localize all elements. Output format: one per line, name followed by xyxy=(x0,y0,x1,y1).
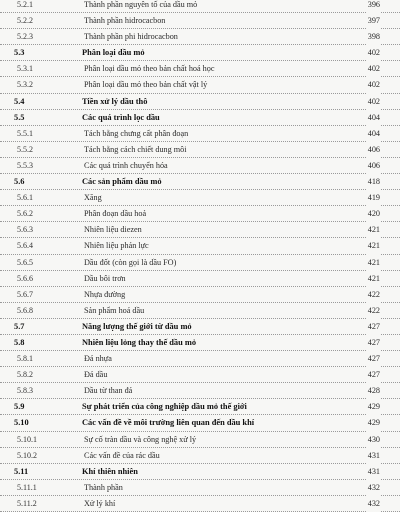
toc-entry xyxy=(0,496,400,512)
toc-entry-number: 5.2.3 xyxy=(17,32,33,42)
toc-entry-number: 5.2.1 xyxy=(17,0,33,9)
toc-entry-title: Sự cố tràn dầu và công nghệ xử lý xyxy=(84,434,197,444)
toc-entry-page-number: 406 xyxy=(367,158,380,174)
toc-entry-title: Tiền xử lý dầu thô xyxy=(82,96,148,106)
toc-entry-title: Các vấn đề của rác dầu xyxy=(84,450,160,460)
toc-entry xyxy=(0,238,400,254)
toc-entry-number: 5.5.3 xyxy=(17,160,33,170)
toc-entry-page-number: 422 xyxy=(367,303,380,319)
toc-entry-number: 5.8.2 xyxy=(17,370,33,380)
toc-entry-number: 5.6.3 xyxy=(17,225,33,235)
toc-entry-title: Nhiên liệu phản lực xyxy=(84,241,149,251)
toc-entry-page-number: 427 xyxy=(367,335,380,351)
toc-entry-number: 5.3.1 xyxy=(17,64,33,74)
toc-entry-number: 5.6.2 xyxy=(17,209,33,219)
toc-entry-title: Thành phần xyxy=(84,482,123,492)
toc-entry-page-number: 427 xyxy=(367,367,380,383)
toc-entry-page-number: 404 xyxy=(367,110,380,126)
toc-entry-number: 5.5 xyxy=(14,112,25,122)
toc-entry xyxy=(0,464,400,480)
toc-entry-title: Thành phần phi hidrocacbon xyxy=(84,32,178,42)
toc-entry-title: Dầu đốt (còn gọi là dầu FO) xyxy=(84,257,177,267)
toc-entry-number: 5.11.2 xyxy=(17,498,37,508)
toc-entry-page-number: 431 xyxy=(367,448,380,464)
toc-entry xyxy=(0,0,400,13)
toc-entry xyxy=(0,94,400,110)
toc-entry-title: Thành phần hidrocacbon xyxy=(84,16,166,26)
toc-entry-title: Nhiên liệu diezen xyxy=(84,225,142,235)
toc-entry-page-number: 427 xyxy=(367,351,380,367)
toc-entry-page-number: 421 xyxy=(367,271,380,287)
toc-entry-number: 5.11.1 xyxy=(17,482,37,492)
toc-entry-title: Nhiên liệu lỏng thay thế dầu mỏ xyxy=(82,337,197,347)
toc-entry-page-number: 406 xyxy=(367,142,380,158)
toc-entry-title: Phân đoạn dầu hoả xyxy=(84,209,147,219)
toc-entry xyxy=(0,432,400,448)
toc-entry-number: 5.10.1 xyxy=(17,434,37,444)
toc-entry-page-number: 421 xyxy=(367,222,380,238)
toc-entry-title: Nhựa đường xyxy=(84,289,126,299)
toc-entry xyxy=(0,61,400,77)
toc-entry-page-number: 404 xyxy=(367,126,380,142)
toc-entry-page-number: 427 xyxy=(367,319,380,335)
toc-entry-title: Sản phẩm hoá dầu xyxy=(84,305,145,315)
toc-entry-page-number: 422 xyxy=(367,287,380,303)
toc-entry-page-number: 432 xyxy=(367,496,380,512)
toc-entry-title: Các quá trình lọc dầu xyxy=(82,112,160,122)
toc-entry-number: 5.6.6 xyxy=(17,273,33,283)
toc-entry-title: Các vấn đề về môi trường liên quan đến dầu khí xyxy=(82,418,255,428)
toc-entry-number: 5.6.1 xyxy=(17,193,33,203)
toc-entry-number: 5.8.3 xyxy=(17,386,33,396)
toc-entry xyxy=(0,77,400,93)
toc-entry-title: Các quá trình chuyển hóa xyxy=(84,160,168,170)
toc-entry-page-number: 398 xyxy=(367,29,380,45)
toc-entry-title: Đá nhựa xyxy=(84,354,112,364)
toc-entry-number: 5.3 xyxy=(14,48,25,58)
toc-entry xyxy=(0,383,400,399)
toc-entry xyxy=(0,271,400,287)
toc-entry-number: 5.11 xyxy=(14,466,29,476)
toc-entry-page-number: 429 xyxy=(367,399,380,415)
toc-entry-title: Phân loại dầu mỏ xyxy=(82,48,145,58)
toc-entry-title: Dầu từ than đá xyxy=(84,386,133,396)
toc-entry xyxy=(0,255,400,271)
toc-entry-number: 5.5.1 xyxy=(17,128,33,138)
toc-entry xyxy=(0,335,400,351)
toc-entry xyxy=(0,126,400,142)
toc-entry xyxy=(0,351,400,367)
toc-entry xyxy=(0,29,400,45)
toc-entry-title: Thành phần nguyên tố của dầu mỏ xyxy=(84,0,198,9)
toc-entry-title: Phân loại dầu mỏ theo bản chất vật lý xyxy=(84,80,208,90)
toc-entry-page-number: 402 xyxy=(367,45,380,61)
toc-entry xyxy=(0,480,400,496)
toc-entry-number: 5.9 xyxy=(14,402,25,412)
toc-entry-number: 5.8.1 xyxy=(17,354,33,364)
toc-entry-page-number: 421 xyxy=(367,238,380,254)
toc-entry-number: 5.3.2 xyxy=(17,80,33,90)
toc-entry-page-number: 428 xyxy=(367,383,380,399)
toc-entry-title: Dầu bôi trơn xyxy=(84,273,126,283)
toc-entry-title: Sự phát triển của công nghiệp dầu mỏ thế giới xyxy=(82,402,247,412)
toc-entry-number: 5.6 xyxy=(14,177,25,187)
toc-entry-page-number: 397 xyxy=(367,13,380,29)
toc-entry-number: 5.10 xyxy=(14,418,29,428)
toc-entry-title: Tách bằng chưng cất phân đoạn xyxy=(84,128,189,138)
toc-entry-page-number: 421 xyxy=(367,255,380,271)
toc-entry xyxy=(0,142,400,158)
toc-entry xyxy=(0,110,400,126)
toc-entry-title: Xăng xyxy=(84,193,102,203)
toc-entry-page-number: 431 xyxy=(367,464,380,480)
toc-entry xyxy=(0,13,400,29)
toc-entry xyxy=(0,158,400,174)
toc-entry-page-number: 432 xyxy=(367,480,380,496)
toc-entry xyxy=(0,303,400,319)
toc-entry-page-number: 420 xyxy=(367,206,380,222)
toc-entry-page-number: 402 xyxy=(367,94,380,110)
toc-entry-number: 5.2.2 xyxy=(17,16,33,26)
toc-entry-number: 5.6.7 xyxy=(17,289,33,299)
toc-entry-number: 5.5.2 xyxy=(17,144,33,154)
toc-entry xyxy=(0,45,400,61)
toc-entry-page-number: 419 xyxy=(367,190,380,206)
toc-entry-title: Tách bằng cách chiết dung môi xyxy=(84,144,187,154)
toc-entry xyxy=(0,367,400,383)
toc-entry-title: Xử lý khí xyxy=(84,498,116,508)
toc-entry xyxy=(0,415,400,431)
toc-entry-title: Đá dầu xyxy=(84,370,108,380)
toc-entry-page-number: 396 xyxy=(367,0,380,13)
toc-entry xyxy=(0,206,400,222)
toc-entry-title: Phân loại dầu mỏ theo bản chất hoá học xyxy=(84,64,215,74)
toc-entry xyxy=(0,174,400,190)
toc-entry-page-number: 402 xyxy=(367,61,380,77)
toc-entry-number: 5.8 xyxy=(14,337,25,347)
toc-entry-page-number: 430 xyxy=(367,432,380,448)
toc-entry xyxy=(0,222,400,238)
toc-entry xyxy=(0,399,400,415)
toc-entry xyxy=(0,190,400,206)
toc-entry xyxy=(0,319,400,335)
toc-entry-number: 5.6.5 xyxy=(17,257,33,267)
toc-entry-number: 5.4 xyxy=(14,96,25,106)
toc-entry-number: 5.6.4 xyxy=(17,241,33,251)
toc-entry-number: 5.10.2 xyxy=(17,450,37,460)
toc-entry-title: Năng lượng thế giới từ dầu mỏ xyxy=(82,321,192,331)
toc-entry-page-number: 418 xyxy=(367,174,380,190)
toc-entry xyxy=(0,448,400,464)
toc-entry-title: Các sản phẩm dầu mỏ xyxy=(82,177,162,187)
toc-entry-page-number: 429 xyxy=(367,415,380,431)
toc-entry-title: Khí thiên nhiên xyxy=(82,466,138,476)
toc-entry-page-number: 402 xyxy=(367,77,380,93)
toc-entry xyxy=(0,287,400,303)
toc-entry-number: 5.7 xyxy=(14,321,25,331)
toc-entry-number: 5.6.8 xyxy=(17,305,33,315)
